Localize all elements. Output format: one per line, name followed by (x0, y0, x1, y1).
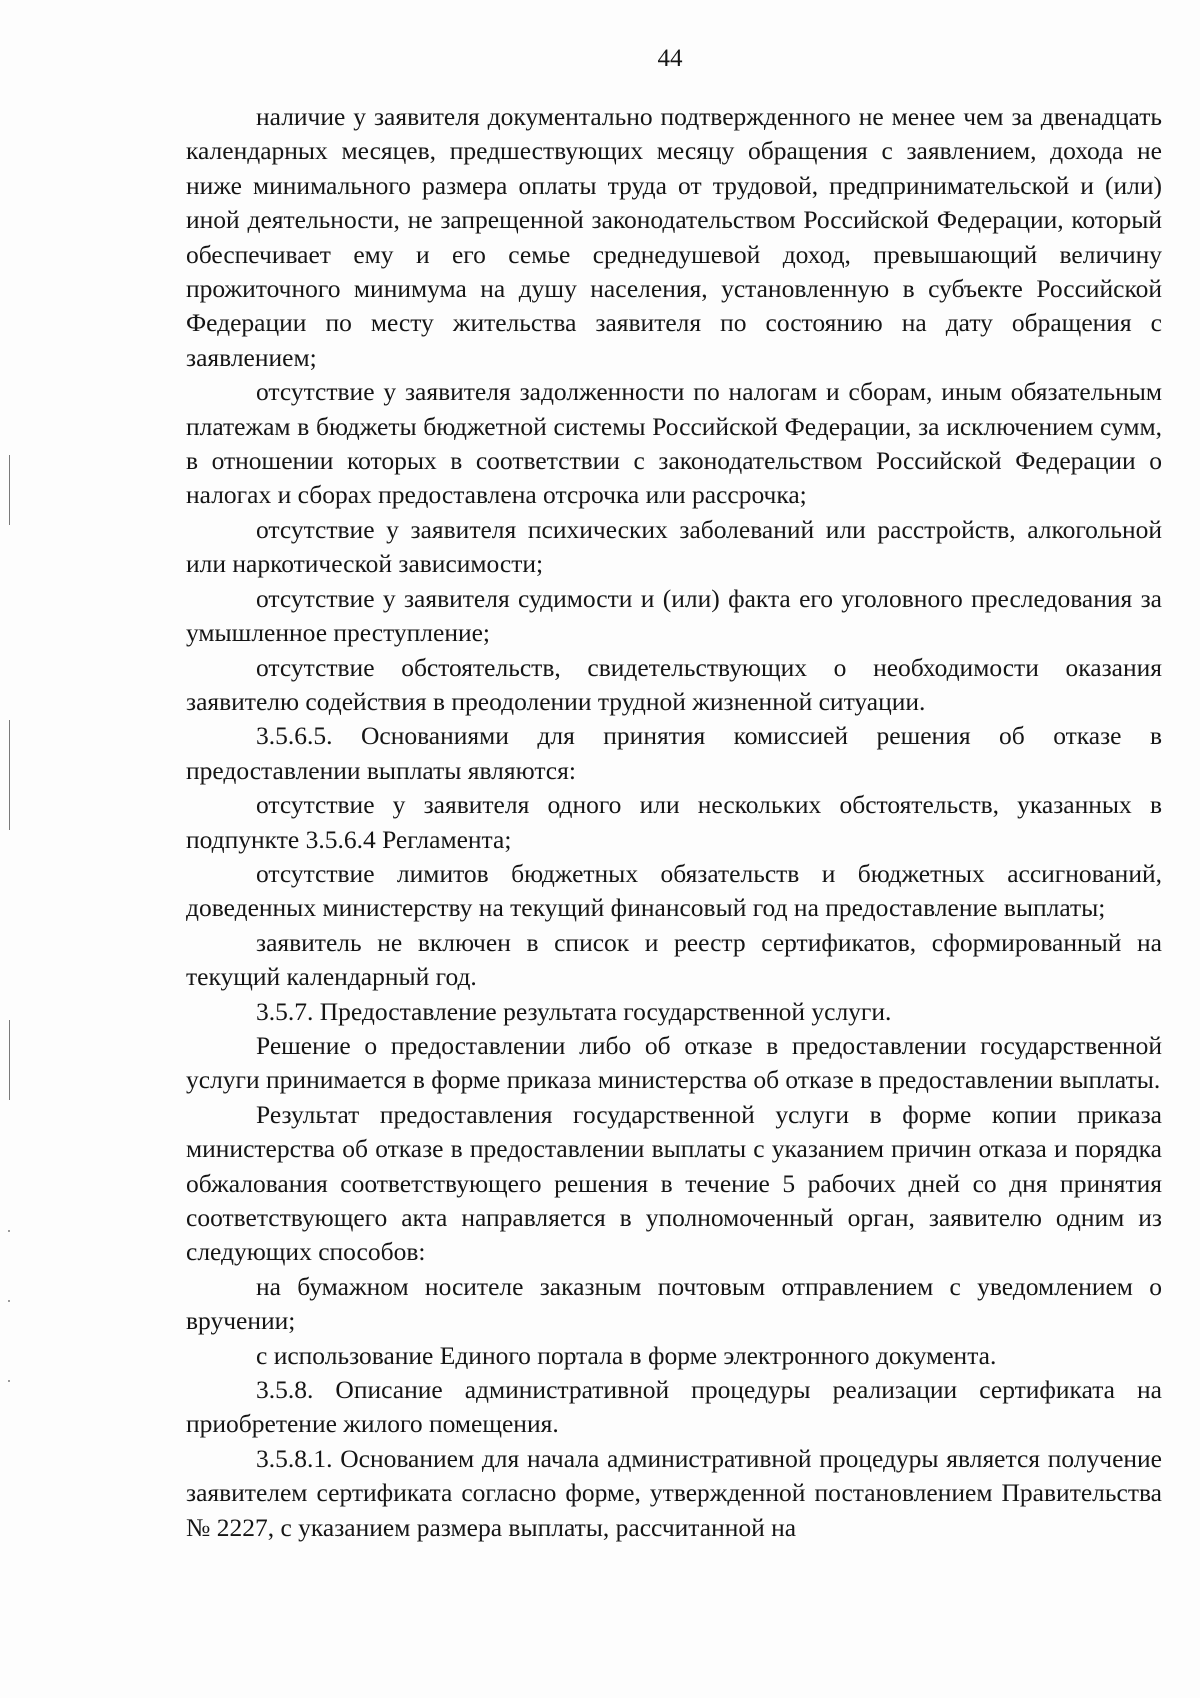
scan-artifact (8, 1300, 10, 1302)
paragraph: на бумажном носителе заказным почтовым отправлением с уведомлением о вручении; (186, 1271, 1162, 1336)
paragraph: Результат предоставления государственной услуги в форме копии приказа министерства об отказе в предоставлении выплаты с указанием причин отказа и порядка обжалования соответствующего решения в течение 5 рабочих дней со дня принятия соответствующего акта направляется в уполномоченный орган, заявителю одним из следующих способов: (186, 1099, 1162, 1267)
paragraph: с использование Единого портала в форме электронного документа. (256, 1340, 997, 1370)
scan-artifact (8, 1230, 10, 1232)
section-heading: 3.5.7. Предоставление результата государственной услуги. (256, 996, 892, 1026)
paragraph: 3.5.8.1. Основанием для начала административной процедуры является получение заявителем сертификата согласно форме, утвержденной постановлением Правительства № 2227, с указанием размера выплаты, рассчитанной на (186, 1443, 1162, 1542)
page-number: 44 (657, 45, 683, 72)
scan-artifact (8, 1380, 10, 1382)
paragraph: отсутствие лимитов бюджетных обязательств и бюджетных ассигнований, доведенных министерству на текущий финансовый год на предоставление выплаты; (186, 858, 1162, 923)
paragraph: отсутствие у заявителя одного или нескольких обстоятельств, указанных в подпункте 3.5.6.4 Регламента; (186, 790, 1162, 854)
section-heading: 3.5.8. Описание административной процедуры реализации сертификата на приобретение жилого помещения. (186, 1375, 1162, 1439)
paragraph: заявитель не включен в список и реестр сертификатов, сформированный на текущий календарный год. (186, 927, 1162, 992)
paragraph: отсутствие у заявителя психических заболеваний или расстройств, алкогольной или наркотической зависимости; (186, 514, 1162, 579)
paragraph: отсутствие обстоятельств, свидетельствующих о необходимости оказания заявителю содействия в преодолении трудной жизненной ситуации. (186, 652, 1162, 716)
document-body (186, 100, 1162, 1545)
paragraph: наличие у заявителя документально подтвержденного не менее чем за двенадцать календарных месяцев, предшествующих месяцу обращения с заявлением, дохода не ниже минимального размера оплаты труда от трудовой, предпринимательской и (или) иной деятельности, не запрещенной законодательством Российской Федерации, который обеспечивает ему и его семье среднедушевой доход, превышающий величину прожиточного минимума на душу населения, установленную в субъекте Российской Федерации по месту жительства заявителя по состоянию на дату обращения с заявлением; (186, 102, 1162, 372)
paragraph: отсутствие у заявителя задолженности по налогам и сборам, иным обязательным платежам в бюджеты бюджетной системы Российской Федерации, за исключением сумм, в отношении которых в соответствии с законодательством Российской Федерации о налогах и сборах предоставлена отсрочка или рассрочка; (186, 377, 1162, 510)
scan-artifact (9, 1020, 10, 1100)
paragraph: отсутствие у заявителя судимости и (или) факта его уголовного преследования за умышленное преступление; (186, 583, 1162, 648)
scan-artifact (9, 455, 10, 525)
scan-artifact (9, 720, 10, 830)
paragraph: Решение о предоставлении либо об отказе в предоставлении государственной услуги принимается в форме приказа министерства об отказе в предоставлении выплаты. (186, 1030, 1162, 1095)
paragraph: 3.5.6.5. Основаниями для принятия комиссией решения об отказе в предоставлении выплаты являются: (186, 721, 1162, 785)
